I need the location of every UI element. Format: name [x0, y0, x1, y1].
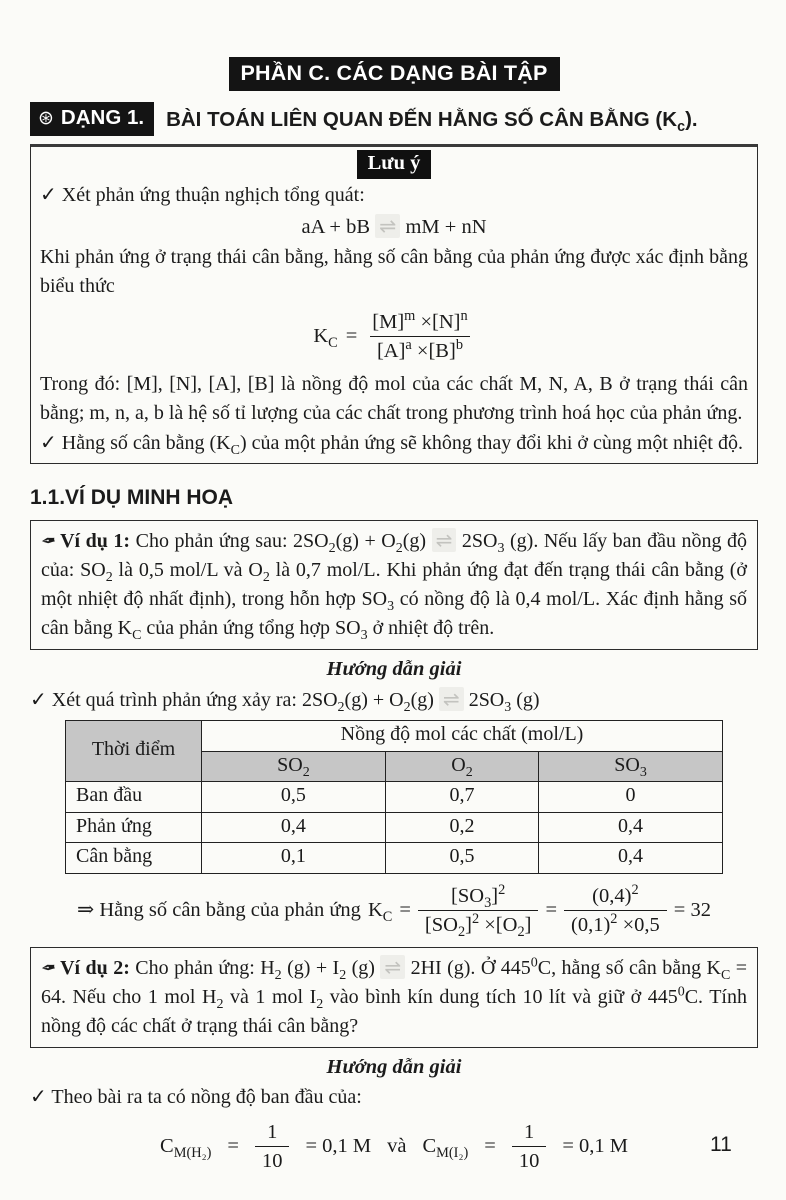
initial-concentration-formulas — [30, 1119, 758, 1174]
example2-box — [30, 947, 758, 1048]
fraction-numerator: 1 — [267, 1120, 278, 1143]
note-box — [30, 144, 758, 464]
fraction-numerator: $[SO_3]^2$ — [451, 881, 506, 911]
example1-body: Cho phản ứng sau: $2SO_2(g) + O_2(g)$ ⇌ $2SO_3$ (g). Nếu lấy ban đầu nồng độ của: $SO_2$ là 0,5 mol/L và $O_2$ là 0,7 mol/L. Khi phản ứng đạt đến trạng thái cân bằng (ở một nhiệt độ nhất định), trong hỗn hợp $SO_3$ có nồng độ là 0,4 mol/L. Xác định hằng số cân bằng $K_C$ của phản ứng tổng hợp $SO_3$ ở nhiệt độ trên. — [41, 528, 748, 643]
cell-value: 0,1 — [202, 843, 386, 874]
fraction-denominator: $(0,1)^2 \times 0,5$ — [564, 910, 667, 938]
guide-title-1: Hướng dẫn giải — [326, 658, 462, 680]
cell-value: 0,4 — [539, 843, 723, 874]
joiner-text: và — [387, 1134, 407, 1157]
cell-value: 0,5 — [385, 843, 538, 874]
kc-definition-formula — [40, 309, 748, 364]
result-value: = 32 — [673, 898, 711, 921]
kc-numerator: $[M]^m \times[N]^n$ — [372, 308, 468, 333]
result-fraction-1 — [418, 883, 539, 938]
table-corner-header: Thời điểm — [66, 721, 202, 782]
kc-denominator: $[A]^a \times[B]^b$ — [370, 336, 470, 364]
example1-box — [30, 520, 758, 650]
guide-title-2: Hướng dẫn giải — [326, 1055, 462, 1078]
cm-i2-lhs: $C_{M(I_2)}$ — [422, 1134, 469, 1161]
example2-label: Ví dụ 2: — [60, 956, 130, 979]
kc-lhs: $K_C$ — [313, 325, 338, 352]
cell-value: 0,4 — [202, 812, 386, 843]
note-paragraph-1: Khi phản ứng ở trạng thái cân bằng, hằng số cân bằng của phản ứng được xác định bằng biểu thức — [40, 246, 748, 297]
pen-icon: ✒ — [39, 530, 58, 553]
table-row — [66, 812, 723, 843]
example1-analysis: ✓ Xét quá trình phản ứng xảy ra: $2SO_2(g) + O_2(g)$ ⇌ $2SO_3$ (g) — [30, 687, 540, 715]
general-equation: aA + bB ⇌ mM + nN — [301, 214, 487, 238]
equals-sign: = — [484, 1134, 496, 1157]
example1-label: Ví dụ 1: — [60, 530, 131, 552]
fraction-denominator: $[SO_2]^2 \times[O_2]$ — [418, 910, 539, 938]
note-line-2: ✓ Hằng số cân bằng $(K_C)$ của một phản ứng sẽ không thay đổi khi ở cùng một nhiệt độ. — [40, 432, 743, 458]
fraction-denominator: 10 — [512, 1146, 547, 1174]
row-label-ban-dau: Ban đầu — [66, 782, 202, 813]
equals-sign: = — [545, 898, 557, 921]
species-o2: $O_2$ — [385, 751, 538, 782]
example1-text — [41, 526, 747, 643]
row-label-phan-ung: Phản ứng — [66, 812, 202, 843]
fraction-denominator: 10 — [255, 1146, 290, 1174]
pen-icon: ✒ — [39, 956, 58, 980]
species-so3: $SO_3$ — [539, 751, 723, 782]
equals-sign: = — [227, 1134, 239, 1157]
table-main-header: Nồng độ mol các chất (mol/L) — [202, 721, 723, 752]
result-fraction-2 — [564, 883, 667, 938]
table-row — [66, 843, 723, 874]
equals-sign: = — [399, 898, 411, 921]
cell-value: 0,7 — [385, 782, 538, 813]
table-header-row-1 — [66, 721, 723, 752]
flower-icon: ⊛ — [38, 106, 54, 129]
dang-badge — [30, 102, 154, 136]
example2-text — [41, 953, 747, 1041]
cm-h2-value: = 0,1 M — [305, 1134, 372, 1157]
note-paragraph-2: Trong đó: [M], [N], [A], [B] là nồng độ mol của các chất M, N, A, B ở trạng thái cân bằng; m, n, a, b là hệ số tỉ lượng của các chất trong phương trình hoá học của phản ứng. — [40, 373, 748, 424]
kc-fraction — [365, 309, 474, 364]
cm-i2-value: = 0,1 M — [562, 1134, 628, 1157]
cm-h2-lhs: $C_{M(H_2)}$ — [160, 1134, 212, 1161]
page-number: 11 — [710, 1133, 732, 1156]
example2-body: Cho phản ứng: $H_2$ $(g) + I_2$ (g) ⇌ 2HI (g). Ở $445^0C$, hằng số cân bằng $K_C = 64$. Nếu cho 1 mol $H_2$ và 1 mol $I_2$ vào bình kín dung tích 10 lít và giữ ở $445^0C$. Tính nồng độ các chất ở trạng thái cân bằng? — [41, 954, 748, 1037]
page-content — [0, 57, 786, 1174]
note-line-1: ✓ Xét phản ứng thuận nghịch tổng quát: — [40, 184, 365, 206]
result-kc: $K_C$ — [367, 898, 393, 925]
result-prefix: ⇒ Hằng số cân bằng của phản ứng — [77, 898, 361, 921]
concentration-table — [65, 720, 723, 874]
equals-sign: = — [345, 325, 358, 347]
example2-analysis: ✓ Theo bài ra ta có nồng độ ban đầu của: — [30, 1085, 362, 1108]
dang-row — [30, 102, 758, 136]
cm-h2-fraction — [255, 1119, 290, 1174]
cell-value: 0,5 — [202, 782, 386, 813]
note-label: Lưu ý — [357, 150, 432, 179]
dang-title: BÀI TOÁN LIÊN QUAN ĐẾN HẰNG SỐ CÂN BẰNG $(K_c)$. — [166, 107, 698, 135]
fraction-numerator: $(0,4)^2$ — [592, 881, 639, 907]
cell-value: 0,4 — [539, 812, 723, 843]
row-label-can-bang: Cân bằng — [66, 843, 202, 874]
part-title: PHẦN C. CÁC DẠNG BÀI TẬP — [229, 57, 560, 91]
section-heading: 1.1.VÍ DỤ MINH HOẠ — [30, 486, 234, 509]
table-row — [66, 782, 723, 813]
cell-value: 0,2 — [385, 812, 538, 843]
fraction-numerator: 1 — [523, 1120, 535, 1143]
species-so2: $SO_2$ — [202, 751, 386, 782]
example1-result — [30, 883, 758, 938]
cell-value: 0 — [539, 782, 723, 813]
cm-i2-fraction — [512, 1119, 547, 1174]
dang-badge-label: DẠNG 1. — [60, 106, 145, 129]
